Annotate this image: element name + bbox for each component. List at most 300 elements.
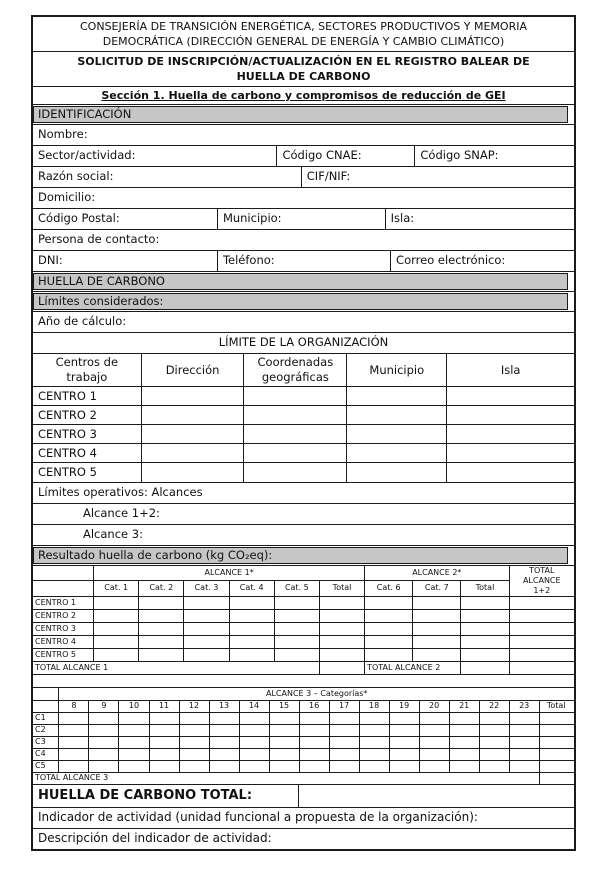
value-cell[interactable] <box>229 622 274 635</box>
total-col-header-text: Total <box>546 701 566 710</box>
resultado-header-row1 <box>33 566 574 581</box>
value-cell[interactable] <box>119 712 149 724</box>
huella-total-label: HUELLA DE CARBONO TOTAL: <box>38 788 253 803</box>
value-cell[interactable] <box>94 596 139 609</box>
org-limit-title-row <box>33 332 574 353</box>
value-cell[interactable] <box>139 609 184 622</box>
value-cell[interactable] <box>274 622 319 635</box>
cat-col-header: 9 <box>89 700 119 712</box>
org-cell[interactable] <box>347 444 447 463</box>
centro-label: CENTRO 1 <box>33 596 94 609</box>
alcance3-row-c2 <box>33 724 574 736</box>
cat-col-header: 23 <box>509 700 539 712</box>
total12-header-text: TOTAL ALCANCE 1+2 <box>522 565 561 595</box>
descripcion-field[interactable] <box>33 829 574 849</box>
org-cell[interactable] <box>141 444 244 463</box>
cif-field[interactable] <box>301 167 574 187</box>
value-cell[interactable] <box>461 622 509 635</box>
value-cell[interactable] <box>139 635 184 648</box>
org-header-row <box>33 354 574 387</box>
anyo-label: Año de cálculo: <box>38 314 127 328</box>
huella-section-header: HUELLA DE CARBONO <box>33 273 568 290</box>
value-cell[interactable] <box>274 648 319 661</box>
resultado-row-centro3 <box>33 622 574 635</box>
value-cell[interactable] <box>413 609 461 622</box>
org-cell[interactable] <box>447 425 574 444</box>
value-cell[interactable] <box>479 748 509 760</box>
value-cell[interactable] <box>139 622 184 635</box>
org-cell[interactable] <box>347 406 447 425</box>
value-cell[interactable] <box>184 648 229 661</box>
header-title-row <box>33 51 574 86</box>
alcance3-row-c3 <box>33 736 574 748</box>
value-cell[interactable] <box>229 609 274 622</box>
value-cell[interactable] <box>119 760 149 772</box>
org-row-centro5 <box>33 463 574 482</box>
value-cell[interactable] <box>299 760 329 772</box>
cat-col-header: 17 <box>329 700 359 712</box>
value-cell[interactable] <box>449 724 479 736</box>
field-row-anyo <box>33 311 574 332</box>
org-cell[interactable] <box>141 425 244 444</box>
cat2-header: Cat. 2 <box>139 581 184 596</box>
corner-cell <box>33 700 59 712</box>
org-cell[interactable] <box>244 406 347 425</box>
value-cell[interactable] <box>449 736 479 748</box>
value-cell[interactable] <box>319 622 364 635</box>
total-alcance12-value[interactable] <box>509 661 574 674</box>
descripcion-label: Descripción del indicador de actividad: <box>38 831 272 845</box>
spacer-row <box>33 674 574 687</box>
value-cell[interactable] <box>239 724 269 736</box>
value-cell[interactable] <box>229 648 274 661</box>
alcance3-row-c5 <box>33 760 574 772</box>
value-cell[interactable] <box>59 748 89 760</box>
value-cell[interactable] <box>389 736 419 748</box>
value-cell[interactable] <box>184 622 229 635</box>
org-header-municipio: Municipio <box>347 354 447 387</box>
value-cell[interactable] <box>94 622 139 635</box>
value-cell[interactable] <box>209 724 239 736</box>
department-title: CONSEJERÍA DE TRANSICIÓN ENERGÉTICA, SECTORES PRODUCTIVOS Y MEMORIA DEMOCRÁTICA (DIRECCIÓN GENERAL DE ENERGÍA Y CAMBIO CLIMÁTICO) <box>80 20 527 48</box>
value-cell[interactable] <box>539 724 574 736</box>
correo-field[interactable] <box>390 251 574 271</box>
cat-col-header: 14 <box>239 700 269 712</box>
total12-header <box>509 566 574 597</box>
value-cell[interactable] <box>149 712 179 724</box>
resultado-row-centro5 <box>33 648 574 661</box>
value-cell[interactable] <box>149 760 179 772</box>
alcance3-table-row <box>33 687 574 784</box>
value-cell[interactable] <box>365 622 413 635</box>
form-title: SOLICITUD DE INSCRIPCIÓN/ACTUALIZACIÓN EN EL REGISTRO BALEAR DE HUELLA DE CARBONO <box>77 55 530 83</box>
org-cell[interactable] <box>347 387 447 406</box>
value-cell[interactable] <box>319 609 364 622</box>
resultado-section-header: Resultado huella de carbono (kg CO₂eq): <box>33 547 568 564</box>
identification-section-row <box>33 104 574 124</box>
value-cell[interactable] <box>89 724 119 736</box>
org-cell[interactable] <box>447 406 574 425</box>
total2-col-header: Total <box>461 581 509 596</box>
field-row-dni <box>33 250 574 271</box>
alcance1-header: ALCANCE 1* <box>94 566 365 581</box>
value-cell[interactable] <box>299 724 329 736</box>
value-cell[interactable] <box>149 748 179 760</box>
value-cell[interactable] <box>509 736 539 748</box>
total-col-header <box>539 700 574 712</box>
correo-label: Correo electrónico: <box>396 253 506 267</box>
cat-col-header: 18 <box>359 700 389 712</box>
org-cell[interactable] <box>141 387 244 406</box>
alcance3-row <box>33 524 574 545</box>
value-cell[interactable] <box>239 736 269 748</box>
value-cell[interactable] <box>59 724 89 736</box>
value-cell[interactable] <box>59 760 89 772</box>
value-cell[interactable] <box>539 760 574 772</box>
value-cell[interactable] <box>269 712 299 724</box>
value-cell[interactable] <box>389 724 419 736</box>
cat-col-header: 13 <box>209 700 239 712</box>
cnae-label: Código CNAE: <box>282 148 362 162</box>
value-cell[interactable] <box>413 596 461 609</box>
municipio-label: Municipio: <box>222 211 282 225</box>
value-cell[interactable] <box>329 736 359 748</box>
org-header-isla: Isla <box>447 354 574 387</box>
cat-col-header: 21 <box>449 700 479 712</box>
value-cell[interactable] <box>209 736 239 748</box>
anyo-field[interactable] <box>33 312 574 332</box>
value-cell[interactable] <box>179 760 209 772</box>
resultado-table-row <box>33 565 574 675</box>
value-cell[interactable] <box>119 736 149 748</box>
telefono-field[interactable] <box>217 251 390 271</box>
value-cell[interactable] <box>419 760 449 772</box>
value-cell[interactable] <box>419 748 449 760</box>
domicilio-field[interactable] <box>33 188 574 208</box>
value-cell[interactable] <box>449 712 479 724</box>
org-cell[interactable] <box>347 463 447 482</box>
value-cell[interactable] <box>509 622 574 635</box>
cat-col-header: 19 <box>389 700 419 712</box>
value-cell[interactable] <box>389 712 419 724</box>
value-cell[interactable] <box>509 648 574 661</box>
value-cell[interactable] <box>329 760 359 772</box>
razon-label: Razón social: <box>38 169 114 183</box>
org-table-row <box>33 353 574 482</box>
value-cell[interactable] <box>89 760 119 772</box>
limites-section-row <box>33 291 574 311</box>
total-alcance3-label: TOTAL ALCANCE 3 <box>33 772 539 784</box>
value-cell[interactable] <box>449 760 479 772</box>
value-cell[interactable] <box>274 635 319 648</box>
value-cell[interactable] <box>479 760 509 772</box>
value-cell[interactable] <box>461 609 509 622</box>
resultado-row-centro4 <box>33 635 574 648</box>
dni-field[interactable] <box>33 251 217 271</box>
value-cell[interactable] <box>299 736 329 748</box>
org-header-coordenadas: Coordenadas geográficas <box>244 354 347 387</box>
descripcion-row <box>33 828 574 849</box>
org-table <box>33 354 574 482</box>
value-cell[interactable] <box>209 712 239 724</box>
value-cell[interactable] <box>479 724 509 736</box>
value-cell[interactable] <box>269 736 299 748</box>
value-cell[interactable] <box>365 596 413 609</box>
value-cell[interactable] <box>359 712 389 724</box>
value-cell[interactable] <box>539 712 574 724</box>
value-cell[interactable] <box>179 748 209 760</box>
org-limit-title: LÍMITE DE LA ORGANIZACIÓN <box>218 335 389 349</box>
header-department-row <box>33 17 574 51</box>
alcance3-field[interactable] <box>33 525 574 545</box>
indicador-label: Indicador de actividad (unidad funcional a propuesta de la organización): <box>38 810 478 824</box>
cat-col-header: 11 <box>149 700 179 712</box>
value-cell[interactable] <box>359 724 389 736</box>
org-cell[interactable] <box>141 406 244 425</box>
org-row-centro3 <box>33 425 574 444</box>
centro-label: CENTRO 5 <box>33 463 141 482</box>
value-cell[interactable] <box>419 736 449 748</box>
c-row-label: C5 <box>33 760 59 772</box>
value-cell[interactable] <box>59 712 89 724</box>
value-cell[interactable] <box>269 724 299 736</box>
value-cell[interactable] <box>299 748 329 760</box>
value-cell[interactable] <box>184 596 229 609</box>
value-cell[interactable] <box>509 596 574 609</box>
alcance3-row-c4 <box>33 748 574 760</box>
huella-total-row <box>33 784 574 807</box>
value-cell[interactable] <box>461 648 509 661</box>
field-row-contacto <box>33 229 574 250</box>
centro-label: CENTRO 2 <box>33 609 94 622</box>
c-row-label: C2 <box>33 724 59 736</box>
value-cell[interactable] <box>509 635 574 648</box>
total-alcance1-value[interactable] <box>319 661 364 674</box>
value-cell[interactable] <box>119 724 149 736</box>
value-cell[interactable] <box>509 748 539 760</box>
org-cell[interactable] <box>447 463 574 482</box>
resultado-table <box>33 566 574 675</box>
value-cell[interactable] <box>365 609 413 622</box>
value-cell[interactable] <box>419 724 449 736</box>
value-cell[interactable] <box>274 596 319 609</box>
value-cell[interactable] <box>94 648 139 661</box>
cat-col-header: 16 <box>299 700 329 712</box>
postal-label: Código Postal: <box>38 211 120 225</box>
value-cell[interactable] <box>479 736 509 748</box>
org-cell[interactable] <box>447 444 574 463</box>
value-cell[interactable] <box>539 748 574 760</box>
sector-field[interactable] <box>33 146 276 166</box>
org-cell[interactable] <box>244 444 347 463</box>
value-cell[interactable] <box>539 736 574 748</box>
total1-col-header: Total <box>319 581 364 596</box>
resultado-row-centro1 <box>33 596 574 609</box>
section-title: Sección 1. Huella de carbono y compromisos de reducción de GEI <box>101 89 506 102</box>
org-cell[interactable] <box>244 463 347 482</box>
field-row-postal <box>33 208 574 229</box>
field-row-sector <box>33 145 574 166</box>
carbon-footprint-form <box>31 15 576 851</box>
centro-label: CENTRO 4 <box>33 444 141 463</box>
alcance3-title-row <box>33 688 574 700</box>
value-cell[interactable] <box>94 609 139 622</box>
cat-col-header: 22 <box>479 700 509 712</box>
value-cell[interactable] <box>179 736 209 748</box>
domicilio-label: Domicilio: <box>38 190 96 204</box>
sector-label: Sector/actividad: <box>38 148 136 162</box>
value-cell[interactable] <box>89 736 119 748</box>
cat-col-header: 15 <box>269 700 299 712</box>
value-cell[interactable] <box>149 736 179 748</box>
value-cell[interactable] <box>509 724 539 736</box>
nombre-label: Nombre: <box>38 127 88 141</box>
centro-label: CENTRO 1 <box>33 387 141 406</box>
operativos-row <box>33 482 574 503</box>
value-cell[interactable] <box>119 748 149 760</box>
cat7-header: Cat. 7 <box>413 581 461 596</box>
value-cell[interactable] <box>319 648 364 661</box>
value-cell[interactable] <box>509 712 539 724</box>
operativos-label: Límites operativos: Alcances <box>38 484 203 499</box>
value-cell[interactable] <box>139 648 184 661</box>
value-cell[interactable] <box>89 748 119 760</box>
isla-label: Isla: <box>390 211 415 225</box>
value-cell[interactable] <box>359 748 389 760</box>
org-cell[interactable] <box>244 387 347 406</box>
value-cell[interactable] <box>184 635 229 648</box>
org-cell[interactable] <box>244 425 347 444</box>
value-cell[interactable] <box>239 760 269 772</box>
value-cell[interactable] <box>179 712 209 724</box>
value-cell[interactable] <box>229 635 274 648</box>
value-cell[interactable] <box>179 724 209 736</box>
postal-field[interactable] <box>33 209 217 229</box>
centro-label: CENTRO 2 <box>33 406 141 425</box>
snap-label: Código SNAP: <box>420 148 499 162</box>
resultado-row-centro2 <box>33 609 574 622</box>
value-cell[interactable] <box>209 748 239 760</box>
org-cell[interactable] <box>141 463 244 482</box>
resultado-header-row2 <box>33 581 574 596</box>
org-cell[interactable] <box>347 425 447 444</box>
value-cell[interactable] <box>329 712 359 724</box>
value-cell[interactable] <box>229 596 274 609</box>
value-cell[interactable] <box>319 596 364 609</box>
value-cell[interactable] <box>389 760 419 772</box>
value-cell[interactable] <box>184 609 229 622</box>
header-section-row <box>33 86 574 104</box>
value-cell[interactable] <box>413 622 461 635</box>
dni-label: DNI: <box>38 253 63 267</box>
value-cell[interactable] <box>269 760 299 772</box>
cat4-header: Cat. 4 <box>229 581 274 596</box>
centro-label: CENTRO 5 <box>33 648 94 661</box>
value-cell[interactable] <box>365 635 413 648</box>
value-cell[interactable] <box>209 760 239 772</box>
org-row-centro4 <box>33 444 574 463</box>
cat6-header: Cat. 6 <box>365 581 413 596</box>
huella-section-row <box>33 271 574 291</box>
alcance12-row <box>33 503 574 524</box>
org-row-centro2 <box>33 406 574 425</box>
total-alcance2-value[interactable] <box>461 661 509 674</box>
alcance12-field[interactable] <box>33 504 574 524</box>
cat-col-header: 10 <box>119 700 149 712</box>
alcance3-table <box>33 688 574 784</box>
org-cell[interactable] <box>447 387 574 406</box>
value-cell[interactable] <box>413 635 461 648</box>
value-cell[interactable] <box>94 635 139 648</box>
field-row-nombre <box>33 124 574 145</box>
total-alcance1-label: TOTAL ALCANCE 1 <box>33 661 319 674</box>
cat1-header: Cat. 1 <box>94 581 139 596</box>
c-row-label: C3 <box>33 736 59 748</box>
value-cell[interactable] <box>59 736 89 748</box>
limites-section-header: Límites considerados: <box>33 293 568 310</box>
cat-col-header: 20 <box>419 700 449 712</box>
value-cell[interactable] <box>239 748 269 760</box>
value-cell[interactable] <box>319 635 364 648</box>
huella-total-value[interactable] <box>298 785 574 807</box>
value-cell[interactable] <box>359 736 389 748</box>
alcance12-label: Alcance 1+2: <box>83 505 160 520</box>
value-cell[interactable] <box>329 748 359 760</box>
org-row-centro1 <box>33 387 574 406</box>
razon-field[interactable] <box>33 167 301 187</box>
value-cell[interactable] <box>449 748 479 760</box>
municipio-field[interactable] <box>217 209 385 229</box>
centro-label: CENTRO 4 <box>33 635 94 648</box>
value-cell[interactable] <box>479 712 509 724</box>
value-cell[interactable] <box>365 648 413 661</box>
value-cell[interactable] <box>89 712 119 724</box>
value-cell[interactable] <box>461 635 509 648</box>
indicador-field[interactable] <box>33 808 574 828</box>
value-cell[interactable] <box>149 724 179 736</box>
value-cell[interactable] <box>269 748 299 760</box>
value-cell[interactable] <box>299 712 329 724</box>
value-cell[interactable] <box>359 760 389 772</box>
isla-field[interactable] <box>385 209 574 229</box>
corner-cell <box>33 581 94 596</box>
snap-field[interactable] <box>414 146 574 166</box>
contacto-field[interactable] <box>33 230 574 250</box>
nombre-field[interactable] <box>33 125 574 145</box>
value-cell[interactable] <box>461 596 509 609</box>
org-header-direccion: Dirección <box>141 354 244 387</box>
total-alcance3-value[interactable] <box>539 772 574 784</box>
value-cell[interactable] <box>419 712 449 724</box>
value-cell[interactable] <box>239 712 269 724</box>
alcance3-cols-row <box>33 700 574 712</box>
value-cell[interactable] <box>413 648 461 661</box>
cnae-field[interactable] <box>276 146 414 166</box>
value-cell[interactable] <box>509 609 574 622</box>
field-row-domicilio <box>33 187 574 208</box>
value-cell[interactable] <box>274 609 319 622</box>
indicador-row <box>33 807 574 828</box>
field-row-razon <box>33 166 574 187</box>
alcance3-label: Alcance 3: <box>83 526 143 541</box>
value-cell[interactable] <box>389 748 419 760</box>
resultado-totals-row <box>33 661 574 674</box>
resultado-section-row <box>33 545 574 565</box>
value-cell[interactable] <box>139 596 184 609</box>
value-cell[interactable] <box>329 724 359 736</box>
identification-section-header: IDENTIFICACIÓN <box>33 106 568 123</box>
value-cell[interactable] <box>509 760 539 772</box>
